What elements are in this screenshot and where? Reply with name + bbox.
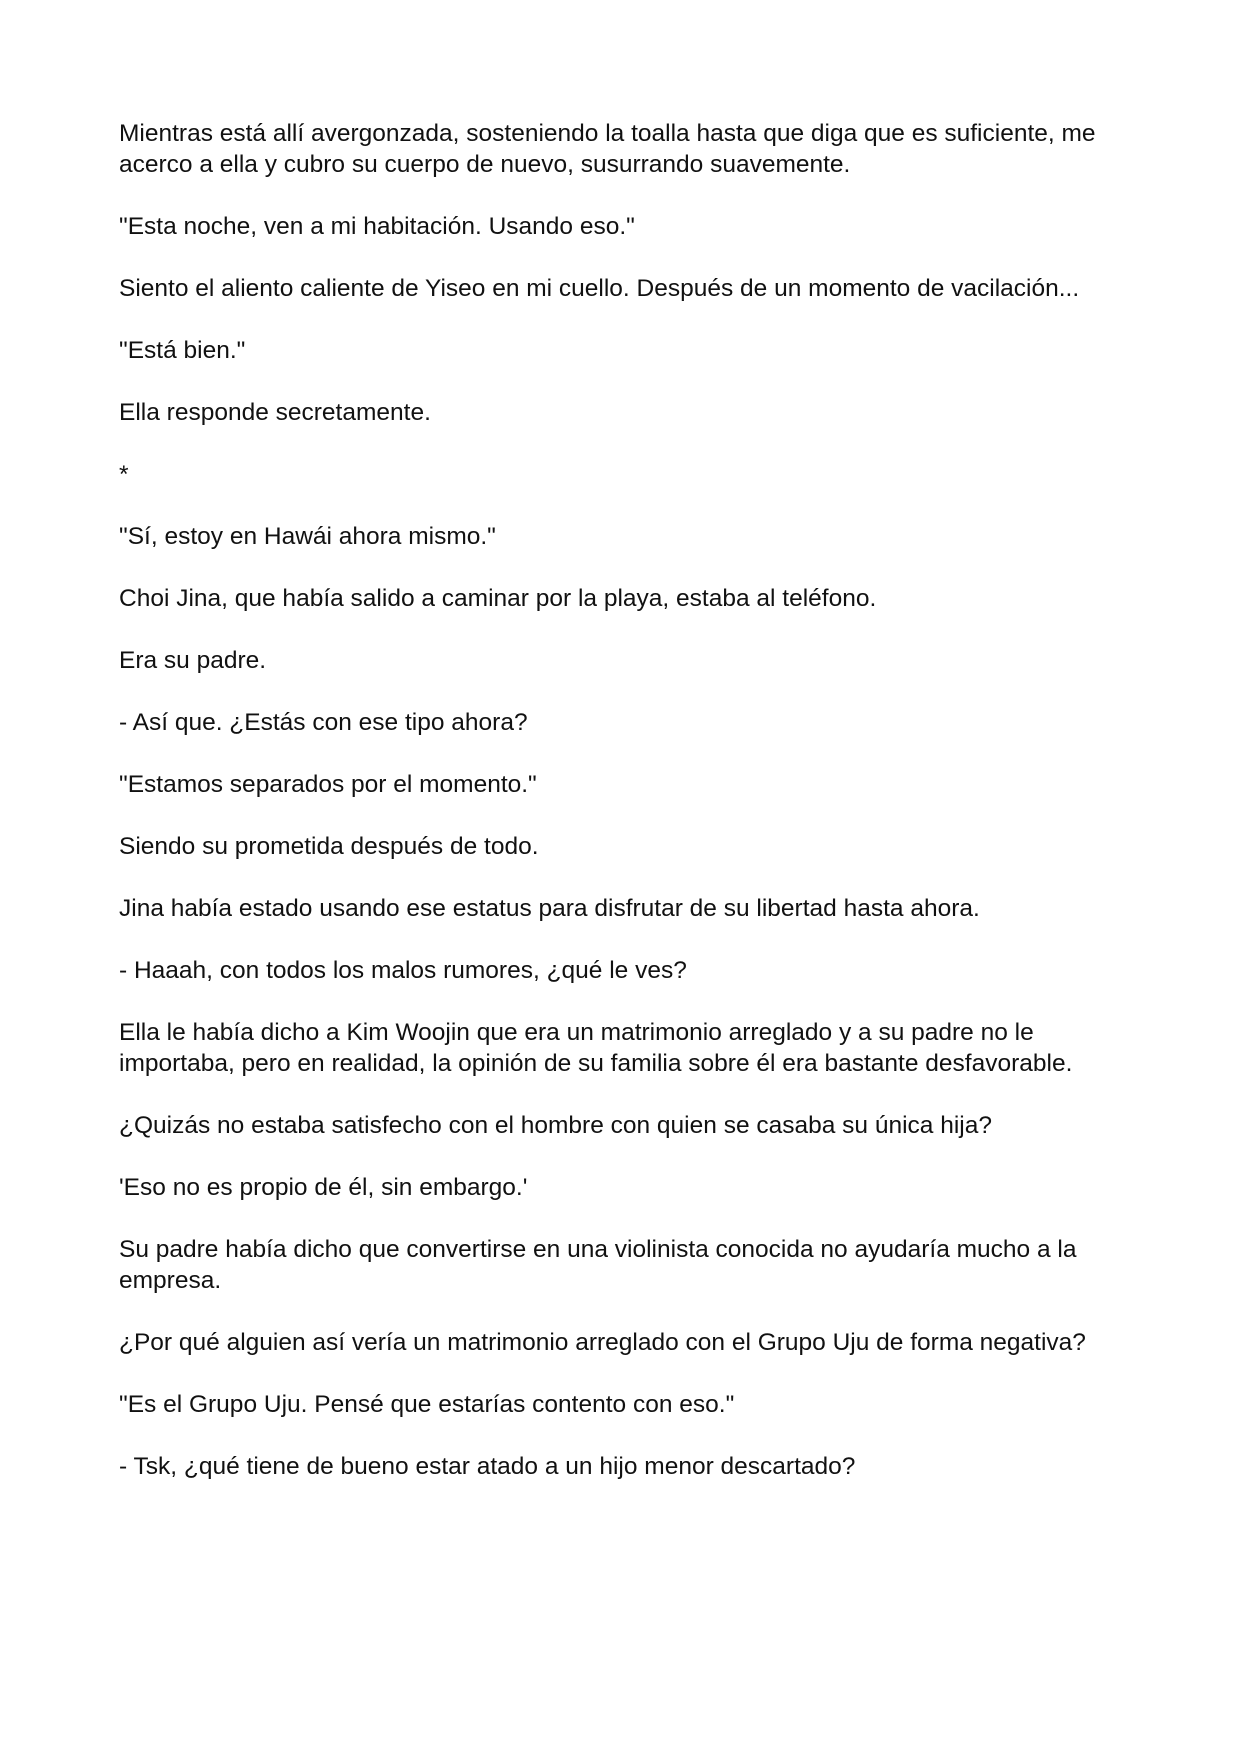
paragraph-4: "Está bien." [119, 337, 246, 364]
paragraph-8: Choi Jina, que había salido a caminar por la playa, estaba al teléfono. [119, 585, 877, 612]
paragraph-17: 'Eso no es propio de él, sin embargo.' [119, 1174, 528, 1201]
paragraph-20: "Es el Grupo Uju. Pensé que estarías contento con eso." [119, 1391, 735, 1418]
paragraph-10: - Así que. ¿Estás con ese tipo ahora? [119, 709, 528, 736]
paragraph-19: ¿Por qué alguien así vería un matrimonio arreglado con el Grupo Uju de forma negativa? [119, 1329, 1086, 1356]
paragraph-18: Su padre había dicho que convertirse en una violinista conocida no ayudaría mucho a la empresa. [119, 1236, 1077, 1294]
paragraph-7: "Sí, estoy en Hawái ahora mismo." [119, 523, 496, 550]
scene-break: * [119, 461, 129, 488]
paragraph-21: - Tsk, ¿qué tiene de bueno estar atado a un hijo menor descartado? [119, 1453, 856, 1480]
document-body [119, 118, 1129, 1513]
paragraph-1: Mientras está allí avergonzada, sosteniendo la toalla hasta que diga que es suficiente, me acerco a ella y cubro su cuerpo de nuevo, susurrando suavemente. [119, 120, 1096, 178]
paragraph-12: Siendo su prometida después de todo. [119, 833, 539, 860]
paragraph-11: "Estamos separados por el momento." [119, 771, 537, 798]
paragraph-5: Ella responde secretamente. [119, 399, 431, 426]
paragraph-2: "Esta noche, ven a mi habitación. Usando eso." [119, 213, 635, 240]
paragraph-13: Jina había estado usando ese estatus para disfrutar de su libertad hasta ahora. [119, 895, 980, 922]
paragraph-14: - Haaah, con todos los malos rumores, ¿qué le ves? [119, 957, 687, 984]
paragraph-9: Era su padre. [119, 647, 267, 674]
paragraph-3: Siento el aliento caliente de Yiseo en mi cuello. Después de un momento de vacilación... [119, 275, 1080, 302]
paragraph-16: ¿Quizás no estaba satisfecho con el hombre con quien se casaba su única hija? [119, 1112, 993, 1139]
paragraph-15: Ella le había dicho a Kim Woojin que era un matrimonio arreglado y a su padre no le importaba, pero en realidad, la opinión de su familia sobre él era bastante desfavorable. [119, 1019, 1073, 1077]
